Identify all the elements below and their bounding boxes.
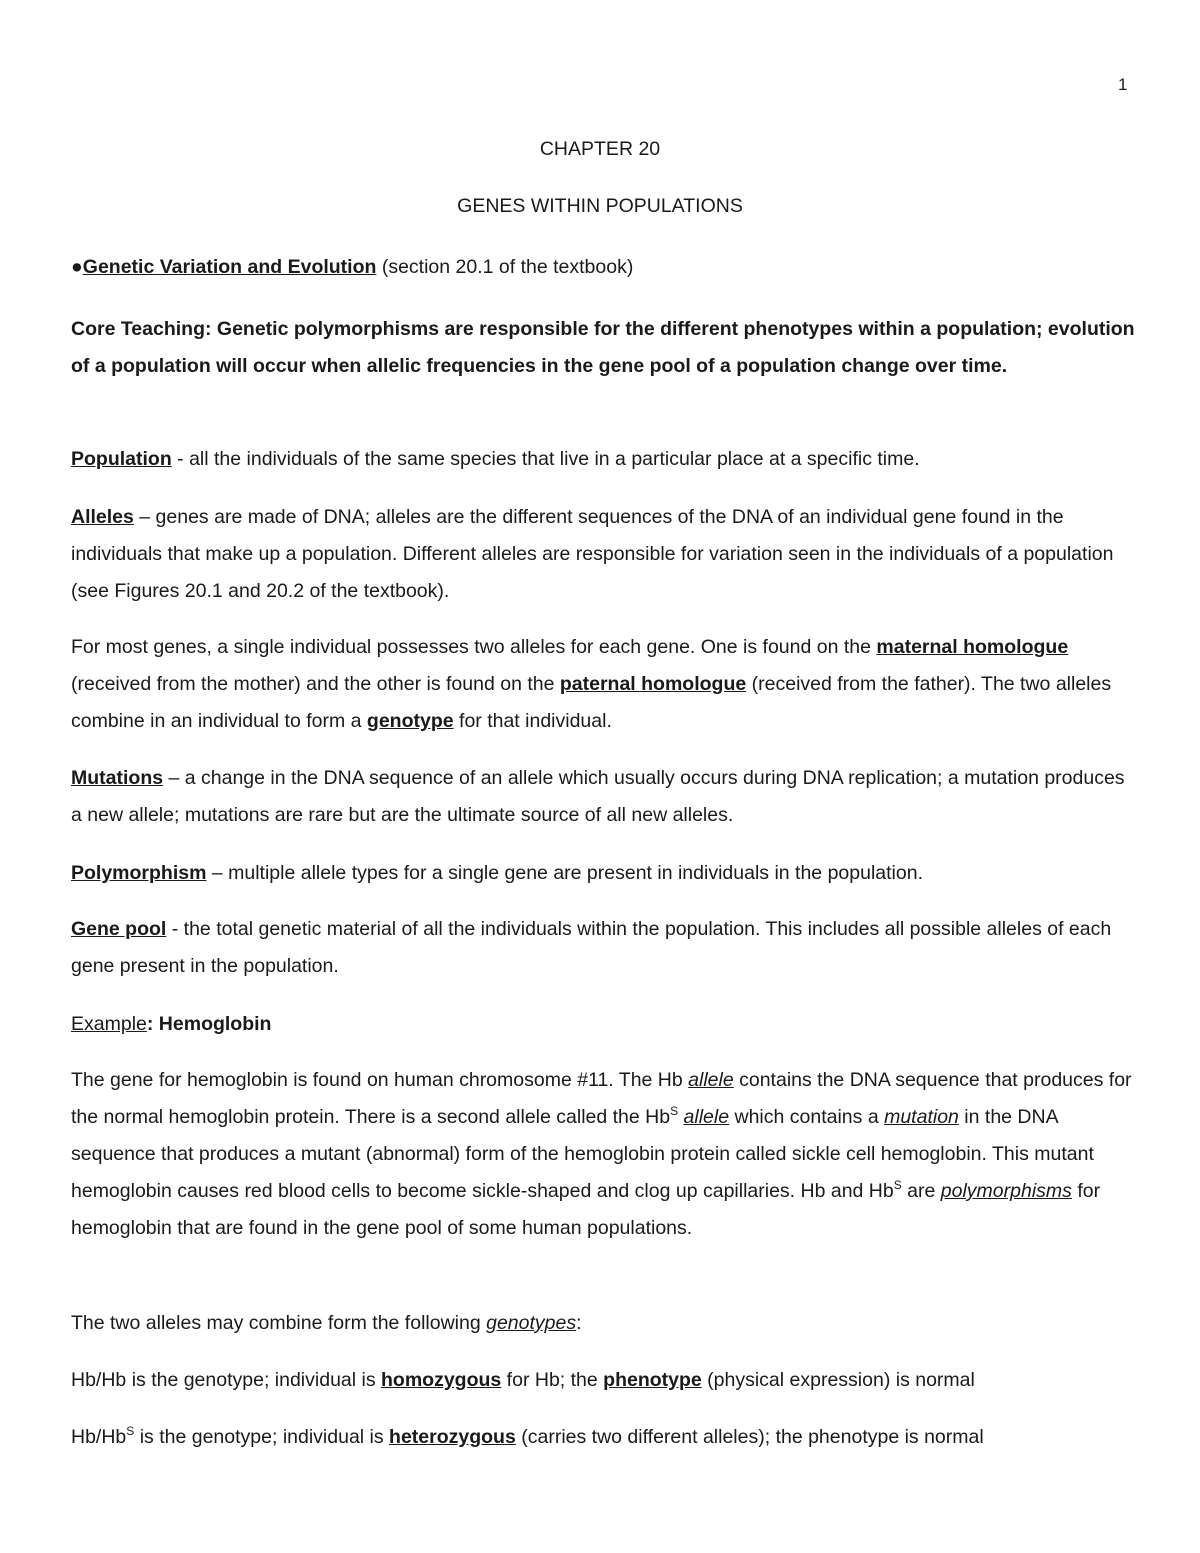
most-genes-text-3: (received from the father). The two alleles combine in an individual to form a — [71, 673, 1112, 732]
homozygous-line — [71, 1369, 975, 1392]
section-heading — [71, 256, 633, 279]
polymorphism-term: Polymorphism — [71, 862, 207, 884]
example-colon: : — [146, 1013, 159, 1035]
genotype-term: genotype — [366, 710, 454, 732]
hemoglobin-text-7: for hemoglobin that are found in the gene pool of some human populations. — [71, 1180, 1101, 1239]
gene-pool-term: Gene pool — [71, 918, 167, 940]
hemoglobin-text-6: are — [901, 1180, 941, 1202]
polymorphism-text: – multiple allele types for a single gene are present in individuals in the population. — [206, 862, 923, 884]
gene-pool-text: - the total genetic material of all the individuals within the population. This includes all possible alleles of each gene present in the population. — [71, 918, 1112, 977]
heterozygous-text-3: (carries two different alleles); the phenotype is normal — [515, 1426, 984, 1448]
heterozygous-line — [71, 1426, 984, 1449]
polymorphisms-term: polymorphisms — [940, 1180, 1072, 1202]
genotypes-term: genotypes — [486, 1312, 577, 1334]
alleles-term: Alleles — [71, 506, 134, 528]
chapter-title: GENES WITHIN POPULATIONS — [457, 195, 743, 217]
combine-line — [71, 1312, 582, 1335]
hemoglobin-text-4: which contains a — [729, 1106, 885, 1128]
alleles-definition — [71, 499, 1135, 610]
polymorphism-definition — [71, 855, 1135, 892]
homozygous-text-3: (physical expression) is normal — [701, 1369, 975, 1391]
allele-term-1: allele — [688, 1069, 734, 1091]
superscript-s-1: S — [670, 1104, 679, 1118]
page-number: 1 — [1118, 75, 1128, 94]
alleles-text: – genes are made of DNA; alleles are the different sequences of the DNA of an individual gene found in the individuals that make up a population. Different alleles are responsible for variation seen in the individuals of a population (see Figures 20.1 and 20.2 of the textbook). — [71, 506, 1114, 602]
homozygous-term: homozygous — [381, 1369, 502, 1391]
population-term: Population — [71, 448, 172, 470]
population-definition — [71, 441, 1135, 478]
superscript-s-3: S — [126, 1424, 135, 1438]
hemoglobin-paragraph — [71, 1062, 1135, 1247]
mutations-term: Mutations — [71, 767, 164, 789]
section-heading-title: Genetic Variation and Evolution — [82, 256, 377, 278]
maternal-homologue-term: maternal homologue — [876, 636, 1069, 658]
combine-text-2: : — [576, 1312, 582, 1334]
homozygous-text-2: for Hb; the — [501, 1369, 604, 1391]
hemoglobin-text-2: contains the DNA sequence that produces for the normal hemoglobin protein. There is a second allele called the Hb — [71, 1069, 1132, 1128]
heterozygous-text-1: Hb/Hb — [71, 1426, 127, 1448]
heterozygous-text-2: is the genotype; individual is — [134, 1426, 390, 1448]
most-genes-text-4: for that individual. — [453, 710, 612, 732]
chapter-label: CHAPTER 20 — [539, 138, 661, 160]
most-genes-paragraph — [71, 629, 1135, 740]
combine-text-1: The two alleles may combine form the following — [71, 1312, 487, 1334]
heterozygous-term: heterozygous — [389, 1426, 516, 1448]
most-genes-text-2: (received from the mother) and the other is found on the — [71, 673, 560, 695]
core-teaching: Core Teaching: Genetic polymorphisms are responsible for the different phenotypes within a population; evolution of a population will occur when allelic frequencies in the gene pool of a population change over time. — [71, 318, 1135, 377]
allele-term-2: allele — [683, 1106, 730, 1128]
section-heading-note: (section 20.1 of the textbook) — [376, 256, 634, 278]
example-label: Example — [71, 1013, 147, 1035]
mutations-definition — [71, 760, 1135, 834]
mutation-term: mutation — [884, 1106, 959, 1128]
bullet-icon: ● — [71, 256, 83, 278]
hemoglobin-text-5: in the DNA sequence that produces a mutant (abnormal) form of the hemoglobin protein called sickle cell hemoglobin. This mutant hemoglobin causes red blood cells to become sickle-shaped and clog up capillaries. Hb and Hb — [71, 1106, 1094, 1202]
superscript-s-2: S — [893, 1178, 902, 1192]
hemoglobin-text-1: The gene for hemoglobin is found on human chromosome #11. The Hb — [71, 1069, 689, 1091]
example-heading — [71, 1013, 271, 1036]
homozygous-text-1: Hb/Hb is the genotype; individual is — [71, 1369, 382, 1391]
paternal-homologue-term: paternal homologue — [559, 673, 747, 695]
population-text: - all the individuals of the same species that live in a particular place at a specific time. — [171, 448, 920, 470]
most-genes-text-1: For most genes, a single individual possesses two alleles for each gene. One is found on the — [71, 636, 877, 658]
mutations-text: – a change in the DNA sequence of an allele which usually occurs during DNA replication; a mutation produces a new allele; mutations are rare but are the ultimate source of all new alleles. — [71, 767, 1125, 826]
gene-pool-definition — [71, 911, 1135, 985]
example-title: Hemoglobin — [158, 1013, 272, 1035]
phenotype-term: phenotype — [603, 1369, 702, 1391]
